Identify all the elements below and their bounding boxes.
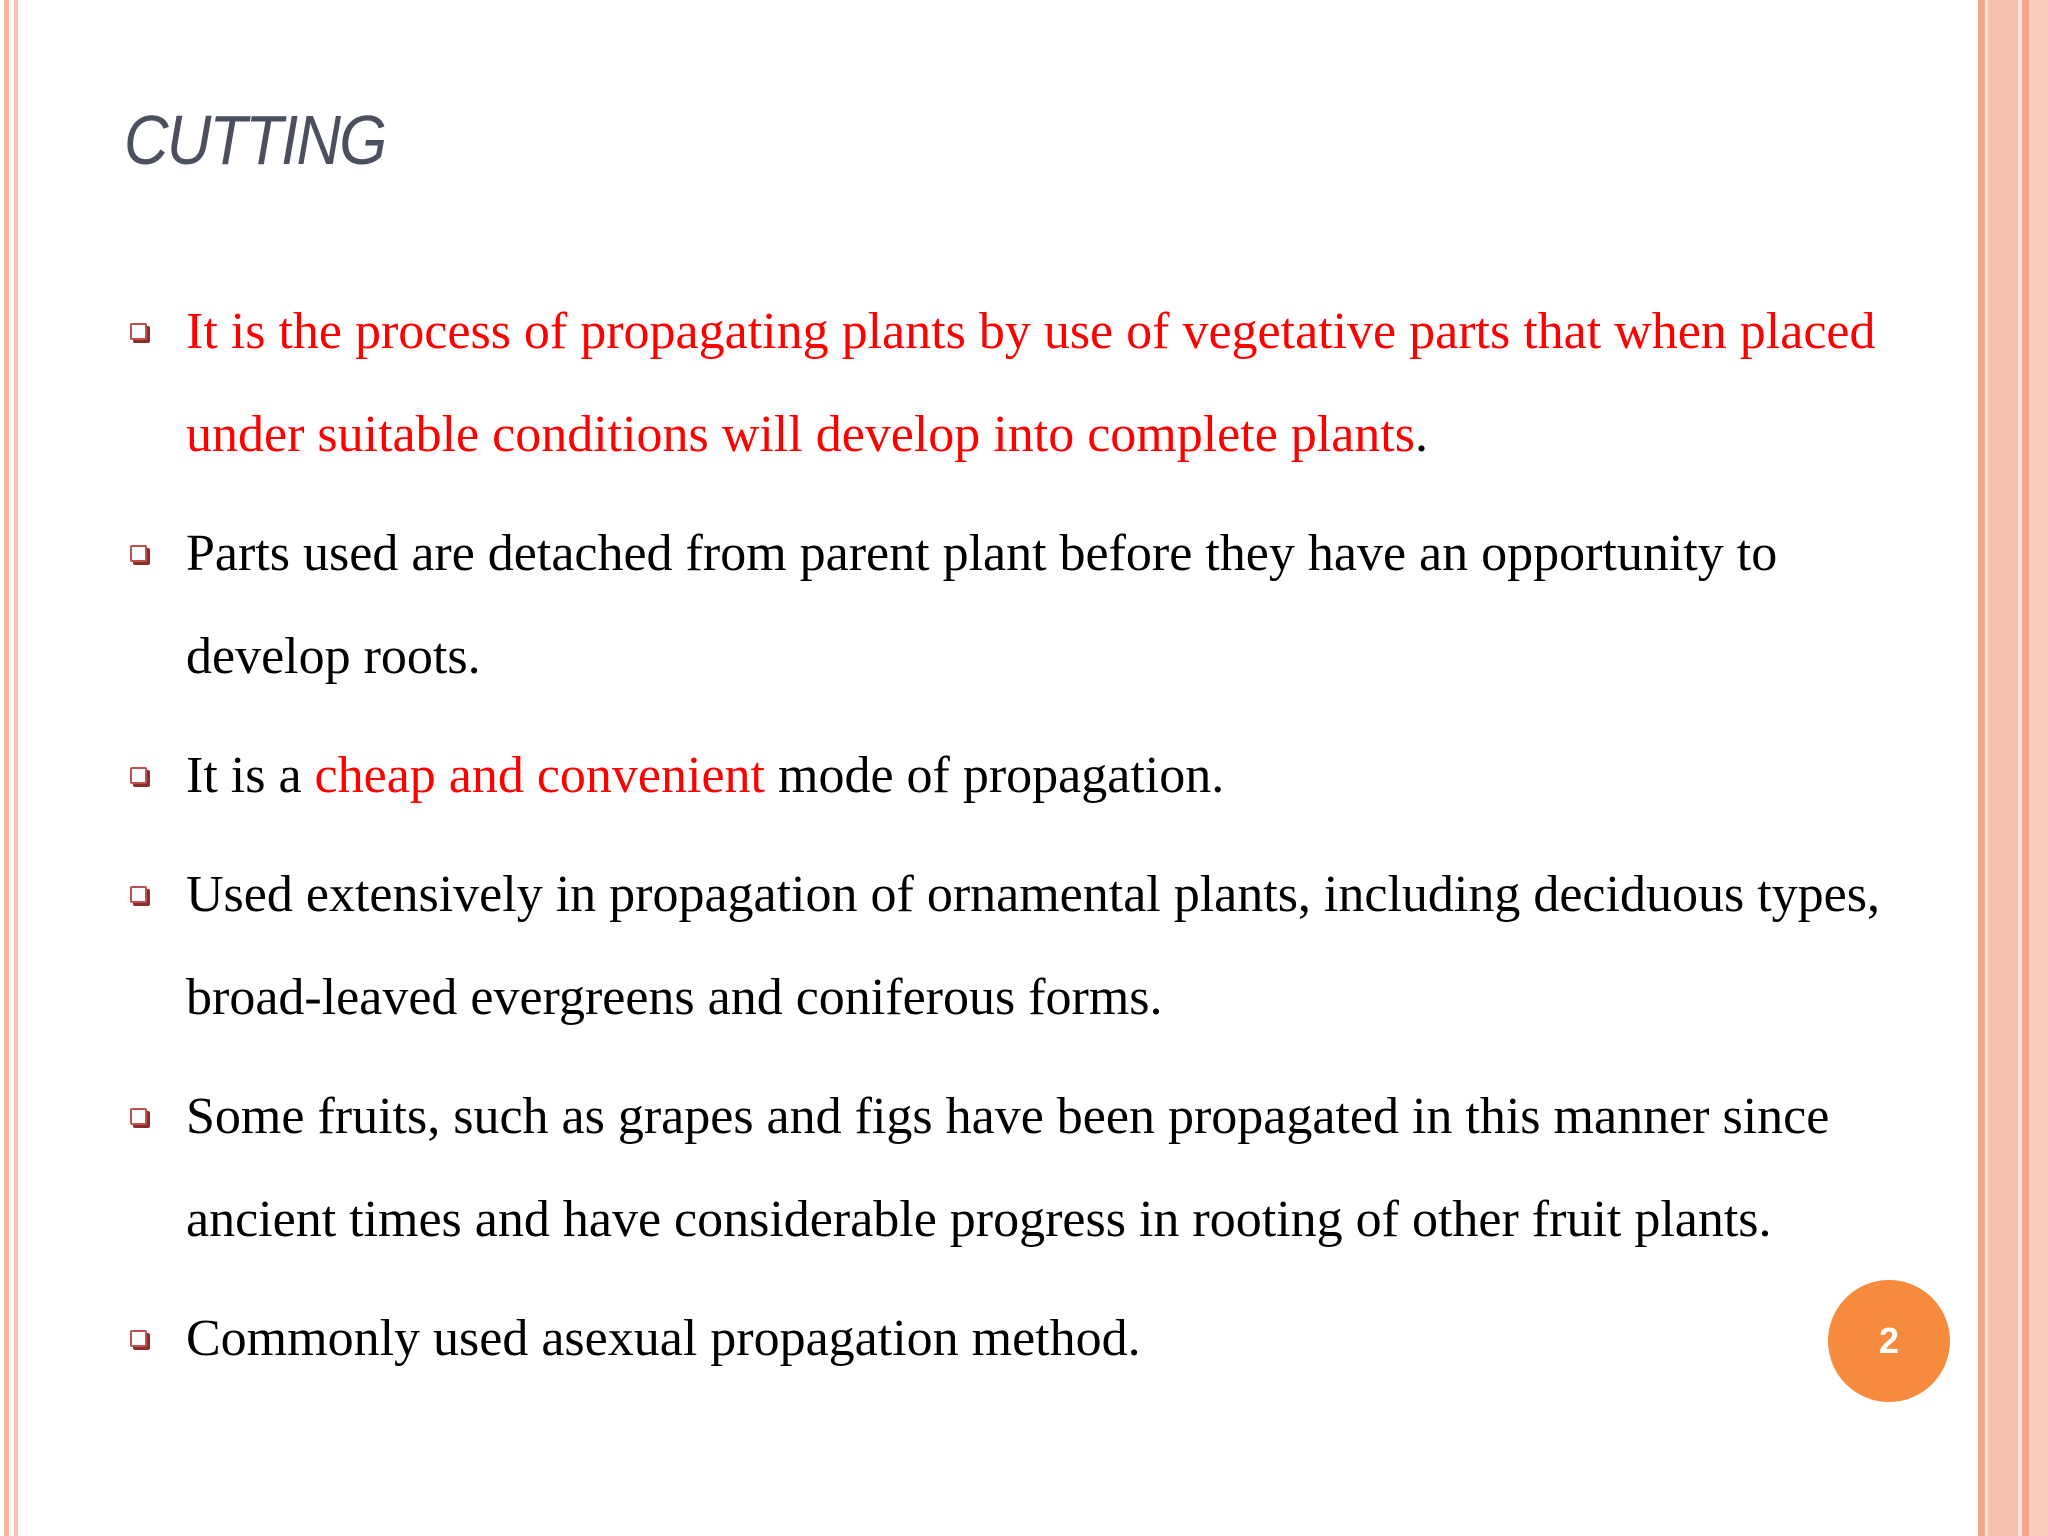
square-bullet-icon <box>130 767 147 784</box>
square-bullet-icon <box>130 1330 147 1347</box>
bullet-text: Used extensively in propagation of ornamental plants, including deciduous types, broad-leaved evergreens and coniferous forms. <box>186 866 1880 1026</box>
square-bullet-icon <box>130 545 147 562</box>
right-decorative-border <box>1966 0 2048 1536</box>
square-bullet-icon <box>130 323 147 340</box>
slide-title: CUTTING <box>124 101 386 179</box>
bullet-item <box>124 1065 1944 1271</box>
bullet-list <box>124 280 1944 1390</box>
bullet-text: Some fruits, such as grapes and figs have been propagated in this manner since ancient times and have considerable progress in rooting of other fruit plants. <box>186 1088 1830 1248</box>
bullet-text: . <box>1414 406 1428 463</box>
bullet-item <box>124 1287 1944 1390</box>
bullet-item <box>124 724 1944 827</box>
bullet-text: Parts used are detached from parent plant before they have an opportunity to develop roots. <box>186 525 1778 685</box>
bullet-item <box>124 843 1944 1049</box>
left-decorative-border <box>0 0 24 1536</box>
square-bullet-icon <box>130 1108 147 1125</box>
page-number-badge: 2 <box>1828 1280 1950 1402</box>
bullet-text: It is the process of propagating plants by use of vegetative parts that when placed under suitable conditions will develop into complete plants <box>186 303 1876 463</box>
bullet-item <box>124 280 1944 486</box>
bullet-text: Commonly used asexual propagation method. <box>186 1310 1141 1367</box>
bullet-text: It is a <box>186 747 315 804</box>
square-bullet-icon <box>130 886 147 903</box>
bullet-text: mode of propagation. <box>765 747 1225 804</box>
bullet-highlight-text: cheap and convenient <box>314 747 765 804</box>
bullet-item <box>124 502 1944 708</box>
